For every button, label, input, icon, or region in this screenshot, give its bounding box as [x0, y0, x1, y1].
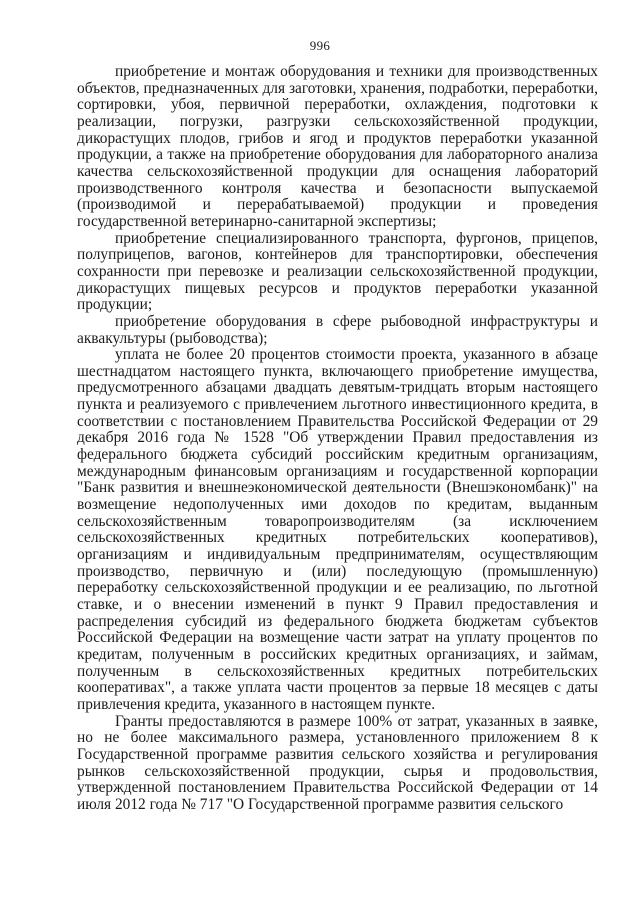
paragraph-grants: Гранты предоставляются в размере 100% от затрат, указанных в заявке, но не более максимального размера, установленного приложением 8 к Государственной программе развития сельского хозяйства и регулирования рынков сельскохозяйственной продукции, сырья и продовольствия, утвержденной постановлением Правительства Российской Федерации от 14 июля 2012 года № 717 "О Государственной программе развития сельского	[77, 712, 598, 813]
paragraph-project-cost-payment: уплата не более 20 процентов стоимости проекта, указанного в абзаце шестнадцатом настоящего пункта, включающего приобретение имущества, предусмотренного абзацами двадцать девятым-тридцать вторым настоящего пункта и реализуемого с привлечением льготного инвестиционного кредита, в соответствии с постановлением Правительства Российской Федерации от 29 декабря 2016 года № 1528 "Об утверждении Правил предоставления из федерального бюджета субсидий российским кредитным организациям, международным финансовым организациям и государственной корпорации "Банк развития и внешнеэкономической деятельности (Внешэкономбанк)" на возмещение недополученных ими доходов по кредитам, выданным сельскохозяйственным товаропроизводителям (за исключением сельскохозяйственных кредитных потребительских кооперативов), организациям и индивидуальным предпринимателям, осуществляющим производство, первичную и (или) последующую (промышленную) переработку сельскохозяйственной продукции и ее реализацию, по льготной ставке, и о внесении изменений в пункт 9 Правил предоставления и распределения субсидий из федерального бюджета бюджетам субъектов Российской Федерации на возмещение части затрат на уплату процентов по кредитам, полученным в российских кредитных организациях, и займам, полученным в сельскохозяйственных кредитных потребительских кооперативах", а также уплата части процентов за первые 18 месяцев с даты привлечения кредита, указанного в настоящем пункте.	[77, 346, 598, 713]
paragraph-fishery-equipment: приобретение оборудования в сфере рыбоводной инфраструктуры и аквакультуры (рыбоводства);	[77, 312, 598, 347]
page-number: 996	[309, 38, 331, 53]
document-body	[77, 64, 598, 814]
paragraph-equipment-acquisition: приобретение и монтаж оборудования и техники для производственных объектов, предназначенных для заготовки, хранения, подработки, переработки, сортировки, убоя, первичной переработки, охлаждения, подготовки к реализации, погрузки, разгрузки сельскохозяйственной продукции, дикорастущих плодов, грибов и ягод и продуктов переработки указанной продукции, а также на приобретение оборудования для лабораторного анализа качества сельскохозяйственной продукции для оснащения лабораторий производственного контроля качества и безопасности выпускаемой (производимой и перерабатываемой) продукции и проведения государственной ветеринарно-санитарной экспертизы;	[77, 63, 598, 230]
paragraph-transport-acquisition: приобретение специализированного транспорта, фургонов, прицепов, полуприцепов, вагонов, контейнеров для транспортировки, обеспечения сохранности при перевозке и реализации сельскохозяйственной продукции, дикорастущих пищевых ресурсов и продуктов переработки указанной продукции;	[77, 229, 598, 314]
